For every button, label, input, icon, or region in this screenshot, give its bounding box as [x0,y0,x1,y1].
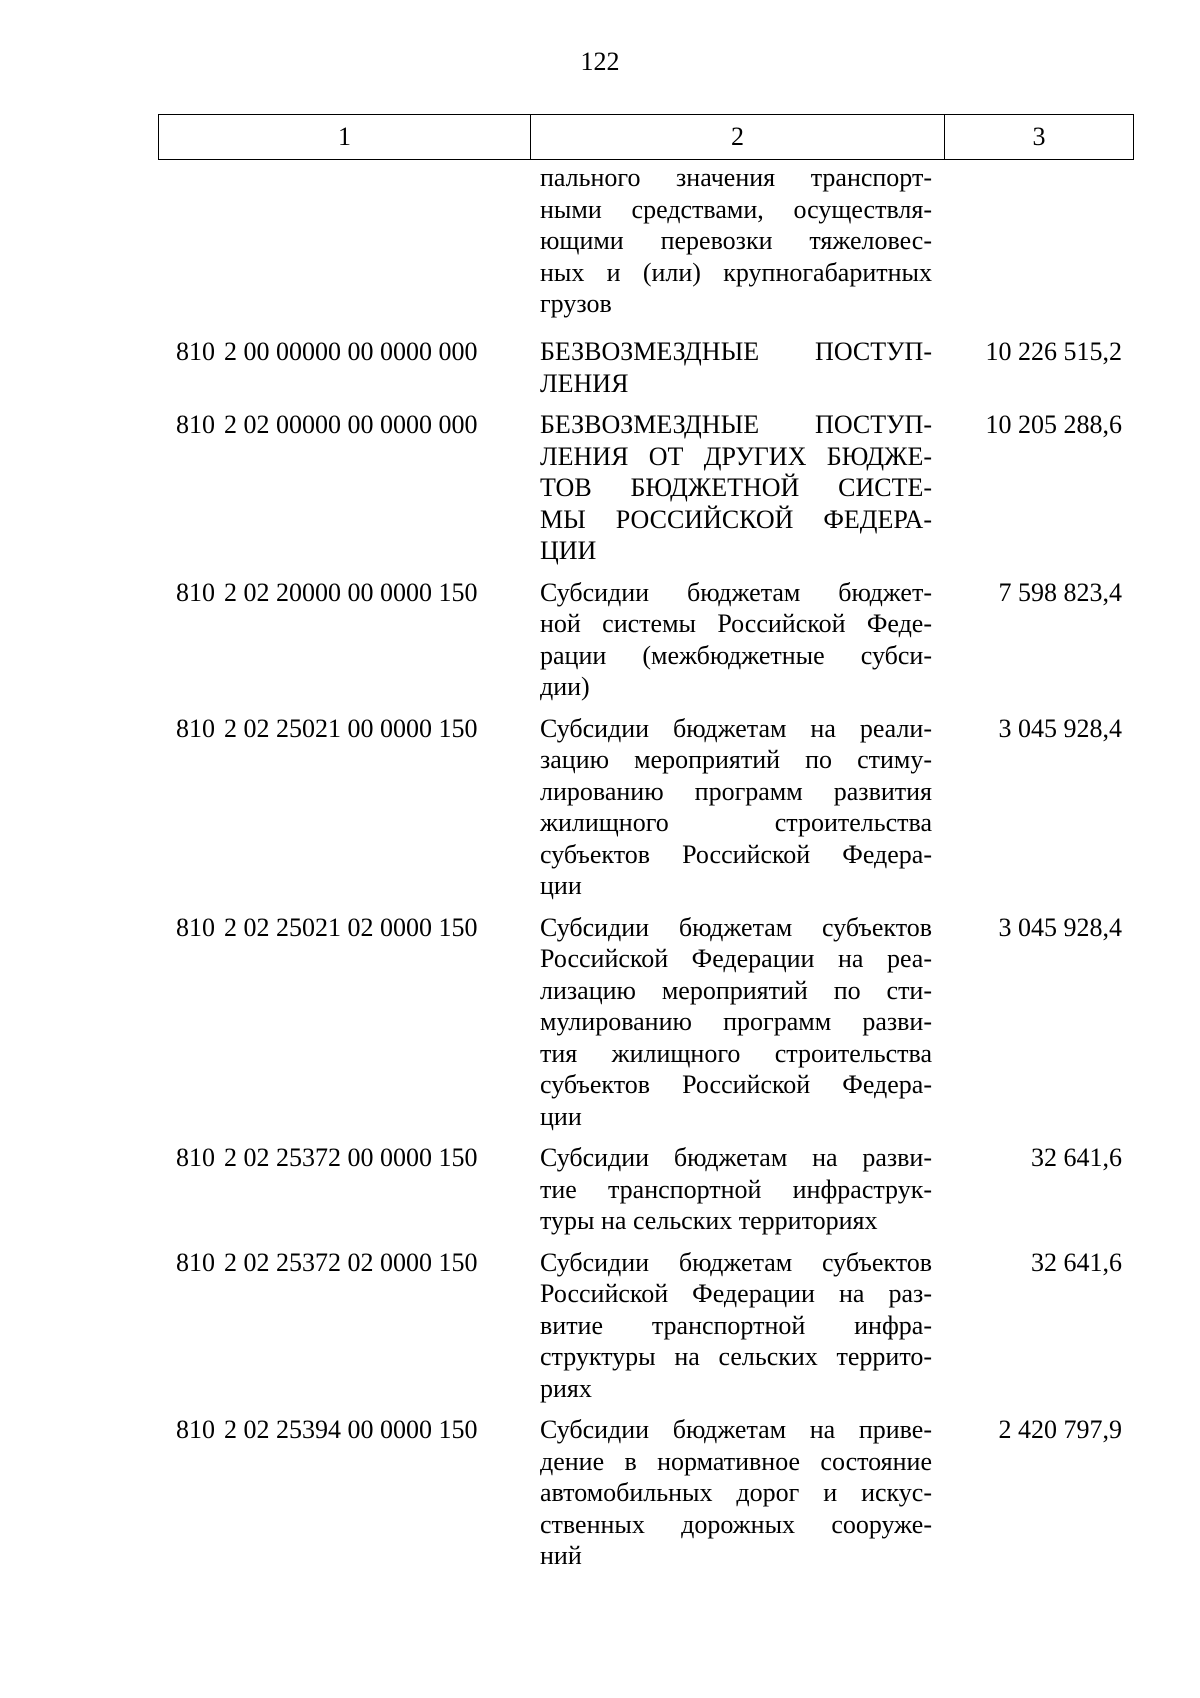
admin-code: 810 [176,1143,215,1172]
text-line: Субсидии бюджетам субъектов [540,1247,932,1277]
admin-code: 810 [176,713,215,743]
amount: 2 420 797,9 [998,1415,1122,1444]
budget-classification-code: 2 02 20000 00 0000 150 [224,577,478,607]
header-col-1: 1 [159,115,531,159]
amount: 10 205 288,6 [985,410,1122,439]
page-number: 122 [580,47,620,76]
budget-classification-code: 2 02 25372 00 0000 150 [224,1143,478,1172]
text-line: ными средствами, осуществля- [540,194,932,224]
admin-code: 810 [176,1415,215,1444]
revenue-name [540,409,932,567]
amount: 3 045 928,4 [998,713,1122,743]
text-line: Российской Федерации на раз- [540,1279,932,1308]
text-line: дение в нормативное состояние [540,1446,932,1476]
text-line: ЛЕНИЯ ОТ ДРУГИХ БЮДЖЕ- [540,441,932,471]
admin-code: 810 [176,577,215,607]
text-line: ЦИИ [540,536,597,565]
revenue-name [540,912,932,1133]
text-line: Субсидии бюджетам субъектов [540,912,932,942]
revenue-name [540,1414,932,1572]
header-col-3: 3 [1032,122,1046,151]
text-line: БЕЗВОЗМЕЗДНЫЕ ПОСТУП- [540,337,932,366]
amount: 10 226 515,2 [985,337,1122,366]
admin-code: 810 [176,1247,215,1277]
budget-classification-code: 2 02 25021 00 0000 150 [224,713,478,743]
admin-code: 810 [176,410,215,439]
budget-classification-code: 2 02 25021 02 0000 150 [224,912,478,942]
table-body [158,336,1134,1582]
text-line: ний [540,1541,582,1570]
text-line: автомобильных дорог и искус- [540,1478,932,1507]
text-line: рации (межбюджетные субси- [540,640,932,670]
table-row [158,1142,1134,1237]
text-line: дии) [540,672,590,701]
text-line: БЕЗВОЗМЕЗДНЫЕ ПОСТУП- [540,410,932,439]
text-line: ТОВ БЮДЖЕТНОЙ СИСТЕ- [540,473,932,502]
text-line: ции [540,871,582,900]
text-line: мулированию программ разви- [540,1007,932,1036]
revenue-name [540,577,932,703]
text-line: МЫ РОССИЙСКОЙ ФЕДЕРА- [540,504,932,534]
text-line: ции [540,1101,582,1131]
text-line: ЛЕНИЯ [540,368,629,398]
revenue-name [540,1247,932,1405]
text-line: лированию программ развития [540,776,932,806]
text-line: тие транспортной инфраструк- [540,1174,932,1204]
revenue-name [540,1142,932,1237]
text-line: лизацию мероприятий по сти- [540,975,932,1005]
text-line: Российской Федерации на реа- [540,944,932,973]
text-line: Субсидии бюджетам бюджет- [540,577,932,607]
text-line: зацию мероприятий по стиму- [540,745,932,774]
admin-code: 810 [176,337,215,366]
text-line: грузов [540,289,612,318]
table-row [158,713,1134,902]
table-row [158,912,1134,1133]
budget-classification-code: 2 00 00000 00 0000 000 [224,337,478,366]
table-row [158,1247,1134,1405]
budget-classification-code: 2 02 25372 02 0000 150 [224,1247,478,1277]
text-line: риях [540,1373,592,1403]
amount: 7 598 823,4 [998,577,1122,607]
text-line: тия жилищного строительства [540,1038,932,1068]
text-line: витие транспортной инфра- [540,1310,932,1340]
text-line: ственных дорожных сооруже- [540,1509,932,1539]
text-line: Субсидии бюджетам на разви- [540,1143,932,1172]
text-line: ной системы Российской Феде- [540,609,932,638]
text-line: ющими перевозки тяжеловес- [540,226,932,255]
table-header [158,114,1134,160]
amount: 3 045 928,4 [998,912,1122,942]
text-line: Субсидии бюджетам на реали- [540,713,932,743]
continued-description [540,162,932,320]
admin-code: 810 [176,912,215,942]
revenue-name [540,713,932,902]
text-line: туры на сельских территориях [540,1206,878,1235]
text-line: субъектов Российской Федера- [540,839,932,869]
text-line: структуры на сельских террито- [540,1342,932,1371]
text-line: субъектов Российской Федера- [540,1070,932,1099]
table-row [158,336,1134,399]
amount: 32 641,6 [1031,1247,1122,1277]
budget-classification-code: 2 02 00000 00 0000 000 [224,410,478,439]
revenue-name [540,336,932,399]
text-line: пального значения транспорт- [540,163,932,192]
header-col-2: 2 [531,115,945,159]
budget-classification-code: 2 02 25394 00 0000 150 [224,1415,478,1444]
table-row [158,577,1134,703]
table-row [158,1414,1134,1572]
text-line: жилищного строительства [540,808,932,837]
text-line: Субсидии бюджетам на приве- [540,1415,932,1444]
amount: 32 641,6 [1031,1143,1122,1172]
table-row [158,409,1134,567]
text-line: ных и (или) крупногабаритных [540,257,932,287]
